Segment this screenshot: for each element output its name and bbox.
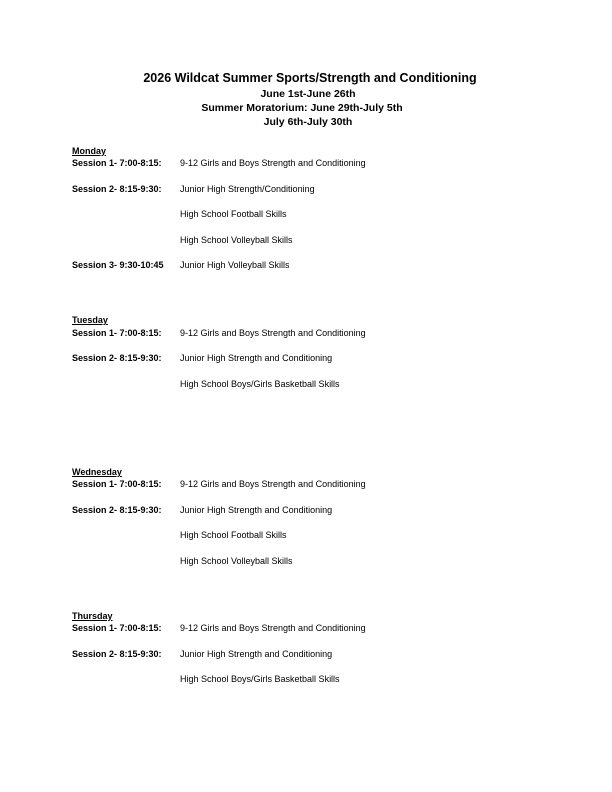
day-heading-tuesday: Tuesday [72,315,108,325]
day-heading-thursday: Thursday [72,611,113,621]
session-label: Session 2- 8:15-9:30: [72,505,162,515]
session-label: Session 1- 7:00-8:15: [72,328,162,338]
session-activity: 9-12 Girls and Boys Strength and Conditioning [180,479,366,489]
session-activity: High School Football Skills [180,530,287,540]
session-activity: Junior High Strength and Conditioning [180,649,333,659]
session-label: Session 2- 8:15-9:30: [72,353,162,363]
session-activity: High School Volleyball Skills [180,235,293,245]
moratorium-dates: Summer Moratorium: June 29th-July 5th [201,102,403,114]
session-activity: 9-12 Girls and Boys Strength and Conditioning [180,328,366,338]
session-label: Session 1- 7:00-8:15: [72,158,162,168]
session-activity: Junior High Strength/Conditioning [180,184,315,194]
session-label: Session 2- 8:15-9:30: [72,184,162,194]
session-activity: Junior High Volleyball Skills [180,260,290,270]
session-activity: High School Volleyball Skills [180,556,293,566]
session-activity: High School Football Skills [180,209,287,219]
document-title: 2026 Wildcat Summer Sports/Strength and Conditioning [143,71,477,85]
session-activity: High School Boys/Girls Basketball Skills [180,674,340,684]
date-range: June 1st-June 26th [260,88,356,100]
session-label: Session 3- 9:30-10:45 [72,260,164,270]
session-activity: Junior High Strength and Conditioning [180,505,333,515]
session-activity: 9-12 Girls and Boys Strength and Conditioning [180,623,366,633]
day-heading-monday: Monday [72,146,107,156]
date-range-2: July 6th-July 30th [263,116,353,128]
session-label: Session 1- 7:00-8:15: [72,623,162,633]
day-heading-wednesday: Wednesday [72,467,122,477]
session-label: Session 2- 8:15-9:30: [72,649,162,659]
session-activity: 9-12 Girls and Boys Strength and Conditioning [180,158,366,168]
session-activity: Junior High Strength and Conditioning [180,353,333,363]
session-activity: High School Boys/Girls Basketball Skills [180,379,340,389]
session-label: Session 1- 7:00-8:15: [72,479,162,489]
